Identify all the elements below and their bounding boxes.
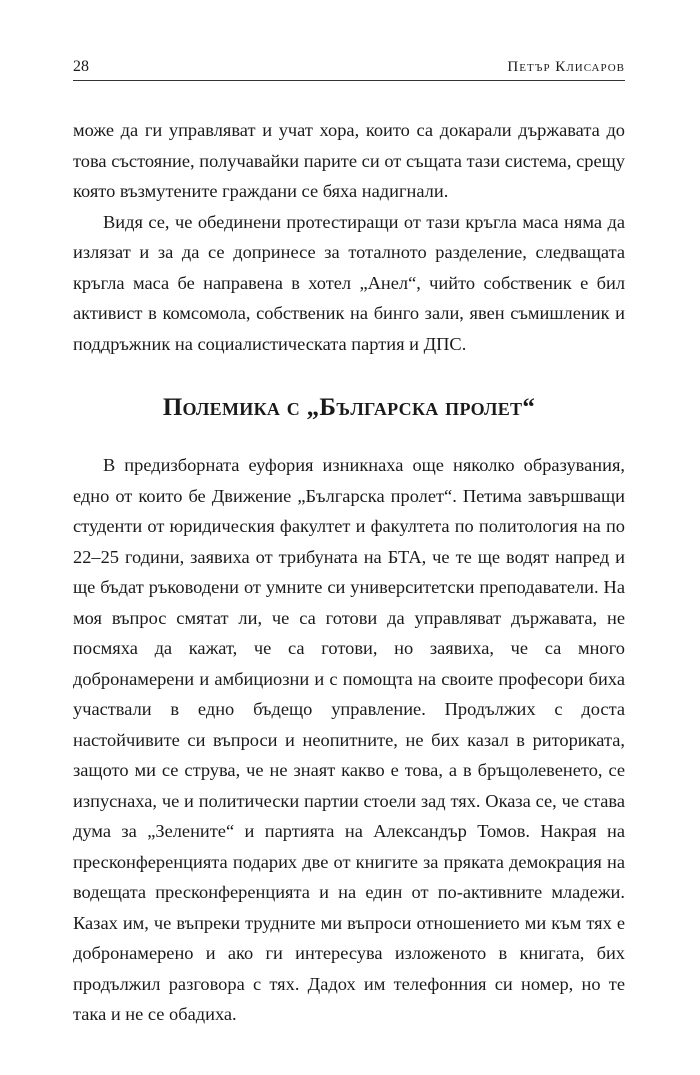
paragraph-bulgarian-spring: В предизборната еуфория изникнаха още няколко образувания, едно от които бе Движение „Българска пролет“. Петима завършващи студенти от юридическия факултет и факултета по политология на по 22–25 години, заявиха от трибуната на БТА, че те ще водят напред и ще бъдат ръководени от умните си университетски преподаватели. На моя въпрос смятат ли, че са готови да управляват държавата, не посмяха да кажат, че са готови, но заявиха, че са много добронамерени и амбициозни и с помощта на своите професори биха участвали в едно бъдещо управление. Продължих с доста настойчивите си въпроси и неопитните, не бих казал в риториката, защото ми се струва, че не знаят какво е това, а в бръщолевенето, се изпуснаха, че и политически партии стоели зад тях. Оказа се, че става дума за „Зелените“ и партията на Александър Томов. Накрая на пресконференцията подарих две от книгите за пряката демокрация на водещата пресконференцията и на един от по-активните младежи. Казах им, че въпреки трудните ми въпроси отношението ми към тях е добронамерено и ако ги интересува изложеното в книгата, бих продължил разговора с тях. Дадох им телефонния си номер, но те така и не се обадиха. <box>73 455 625 1024</box>
text-block-section <box>73 450 625 1030</box>
page-header <box>73 56 625 81</box>
paragraph-continued: може да ги управляват и учат хора, които са докарали държавата до това състояние, получавайки парите си от същата тази система, срещу която възмутените граждани се бяха надигнали. <box>73 120 625 201</box>
section-heading: Полемика с „Българска пролет“ <box>162 394 536 421</box>
page-number: 28 <box>73 58 89 75</box>
paragraph-round-table: Видя се, че обединени протестиращи от тази кръгла маса няма да излязат и за да се допринесе за тоталното разделение, следващата кръгла маса бе направена в хотел „Анел“, чийто собственик е бил активист в комсомола, собственик на бинго зали, явен съмишленик и поддръжник на социалистическата партия и ДПС. <box>73 211 625 354</box>
running-head-author: Петър Клисаров <box>507 59 625 75</box>
text-block-top <box>73 115 625 359</box>
